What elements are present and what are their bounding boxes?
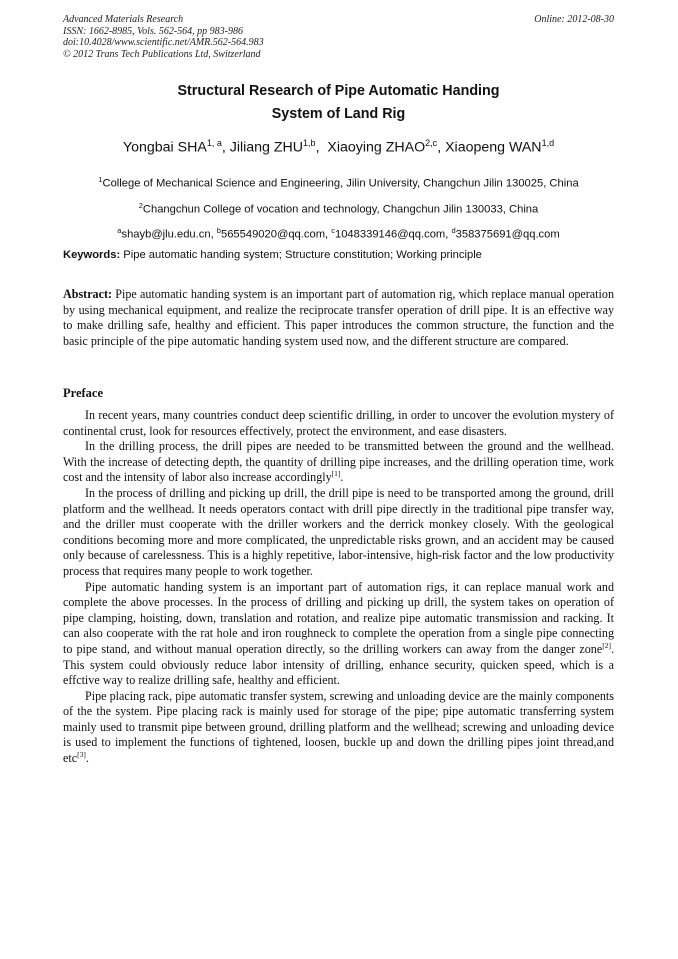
author-name: Xiaoying ZHAO [327, 139, 426, 156]
abstract-text: Pipe automatic handing system is an important part of automation rig, which replace manual operation by using mechanical equipment, and realize the reciprocate transfer operation of drill pipe. It is an effective way to make drilling safe, healthy and efficient. This paper introduces the common structure, the function and the basic principle of the pipe automatic handing system used now, and the different structure are compared. [63, 287, 614, 348]
online-date: Online: 2012-08-30 [534, 14, 614, 25]
paragraph: In the drilling process, the drill pipes are needed to be transmitted between the ground and the wellhead. With the increase of detecting depth, the quantity of drilling pipe increases, and the drilling operation time, work cost and the intensity of labor also increase accordingly[1]. [63, 439, 614, 485]
email-link[interactable]: 358375691@qq.com [455, 229, 560, 242]
paragraph: In the process of drilling and picking up drill, the drill pipe is need to be transported among the ground, drill platform and the wellhead. It needs operators contact with drill pipe directly in the traditional pipe transfer way, and the driller must cooperate with the driller workers and the derrick monkey closely. With the geological conditions becoming more and more complicated, the unpredictable risks grown, and an accident may be caused only because of carelessness. This is a highly repetitive, labor-intensive, high-risk factor and the low productivity process that requires many people to work together. [63, 485, 614, 578]
paragraph: Pipe placing rack, pipe automatic transfer system, screwing and unloading device are the mainly components of the the system. Pipe placing rack is mainly used for storage of the pipe; pipe automatic transferring system mainly used to transmit pipe between ground, drilling platform and the wellhead; screwing and unloading device is used to implement the functions of tightened, loosen, buckle up and down the drilling pipes joint thread,and etc[3]. [63, 688, 614, 766]
author-affiliation-mark: 1,d [541, 138, 555, 148]
keywords-text: Pipe automatic handing system; Structure constitution; Working principle [120, 249, 482, 261]
abstract [63, 287, 614, 349]
email-link[interactable]: 1048339146@qq.com, [334, 229, 452, 242]
doi-line: doi:10.4028/www.scientific.net/AMR.562-564.983 [63, 37, 264, 48]
author-name: Xiaopeng WAN [445, 139, 542, 156]
author-affiliation-mark: 1,b [303, 138, 316, 148]
copyright-line: © 2012 Trans Tech Publications Ltd, Switzerland [63, 48, 261, 60]
title-line-1: Structural Research of Pipe Automatic Handing [177, 83, 500, 99]
email-list: $^a$shayb@jlu.edu.cn, $^b$565549020@qq.com, $^c$1048339146@qq.com, $^d$358375691@qq.com [117, 226, 560, 242]
journal-header [63, 14, 614, 60]
issn-line: ISSN: 1662-8985, Vols. 562-564, pp 983-986 [63, 25, 243, 37]
email-link[interactable]: 565549020@qq.com, [220, 229, 332, 242]
affiliation-1: $^1$College of Mechanical Science and Engineering, Jilin University, Changchun Jilin 130025, China [98, 175, 579, 190]
author-affiliation-mark: 1, a [206, 138, 222, 148]
paper-title [63, 80, 614, 126]
email-link[interactable]: shayb@jlu.edu.cn, [121, 229, 217, 242]
section-heading-preface: Preface [63, 386, 104, 400]
journal-name: Advanced Materials Research [63, 14, 184, 25]
author-name: Yongbai SHA [122, 139, 207, 156]
keywords [63, 249, 614, 261]
author-list: Yongbai SHA$^{1, a}$, Jiliang ZHU$^{1,b}$, Xiaoying ZHAO$^{2,c}$, Xiaopeng WAN$^{1,d}$ [122, 138, 555, 156]
preface-body [63, 408, 614, 767]
title-line-2: System of Land Rig [271, 106, 406, 122]
abstract-label: Abstract: [63, 287, 113, 301]
keywords-label: Keywords: [63, 249, 121, 261]
paragraph: Pipe automatic handing system is an important part of automation rigs, it can replace manual work and complete the above processes. In the process of drilling and picking up drill, the system takes on operation of pipe clamping, hoisting, down, translation and rotation, and realize pipe automatic transmission and racking. It can also cooperate with the rat hole and iron roughneck to complete the operation from a single pipe connecting to pipe stand, and without manual operation directly, so the drilling workers can away from the danger zone[2]. This system could obviously reduce labor intensity of drilling, enhance security, quicken speed, which is a effctive way to realize drilling safe, healthy and efficient. [63, 579, 614, 688]
affiliation-2: $^2$Changchun College of vocation and technology, Changchun Jilin 130033, China [138, 200, 539, 216]
citation-ref[interactable]: [2] [602, 640, 611, 650]
paragraph: In recent years, many countries conduct deep scientific drilling, in order to uncover the evolution mystery of continental crust, look for resources effectively, protect the environment, and ease disasters. [63, 408, 614, 438]
citation-ref[interactable]: [1] [331, 469, 341, 479]
author-affiliation-mark: 2,c [425, 138, 438, 148]
author-name: Jiliang ZHU [229, 139, 304, 156]
affiliations [63, 169, 614, 246]
citation-ref[interactable]: [3] [77, 750, 86, 760]
